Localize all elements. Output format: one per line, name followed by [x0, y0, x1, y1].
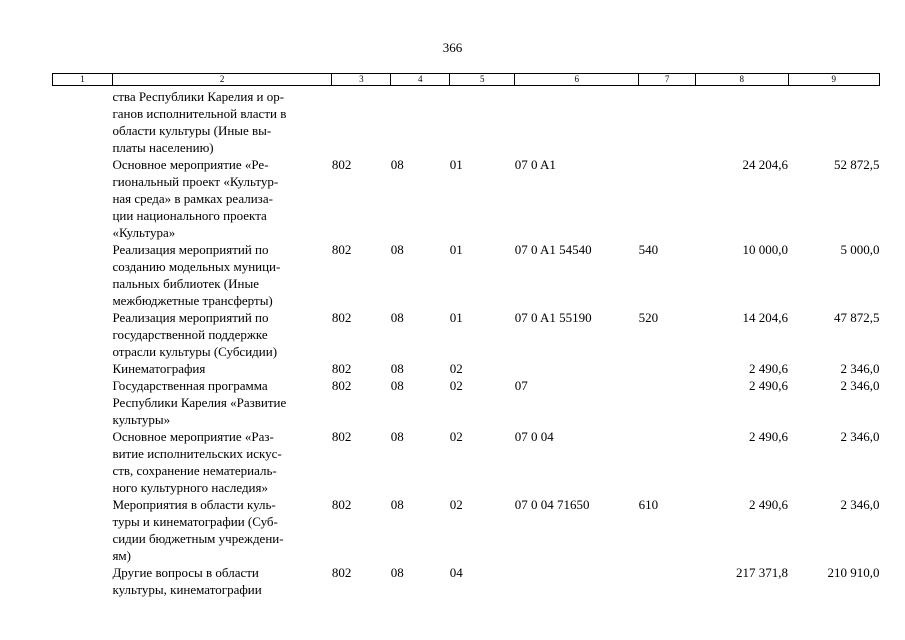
row-number-cell: [53, 86, 113, 157]
target-article-cell: [515, 564, 639, 598]
page-number: 366: [442, 40, 463, 55]
item-name-line: государственной поддержке: [112, 327, 268, 342]
amount-year1-cell: 217 371,8: [736, 565, 789, 580]
section-code-cell: 08: [390, 310, 404, 325]
subsection-code-cell: 01: [449, 242, 463, 257]
row-number-cell: [53, 428, 113, 496]
item-name-cell: [112, 86, 331, 157]
column-header: 6: [515, 74, 639, 86]
amount-year1-cell: 2 490,6: [749, 497, 789, 512]
row-number-cell: [53, 241, 113, 309]
item-name-cell: [112, 241, 331, 309]
amount-year1-cell: 10 000,0: [742, 242, 789, 257]
ministry-code-cell: 802: [331, 429, 352, 444]
ministry-code-cell: 802: [331, 565, 352, 580]
item-name-line: ганов исполнительной власти в: [112, 106, 287, 121]
ministry-code-cell: 802: [331, 242, 352, 257]
expense-type-cell: [639, 377, 696, 428]
target-article-cell: 07 0 A1 54540: [514, 242, 592, 257]
row-number-cell: [53, 156, 113, 241]
subsection-code-cell: 01: [449, 310, 463, 325]
column-header: 4: [391, 74, 450, 86]
amount-year2-cell: 52 872,5: [834, 157, 880, 172]
expense-type-cell: 520: [638, 310, 659, 325]
target-article-cell: [515, 360, 639, 377]
table-row: [53, 86, 880, 157]
column-header: 9: [788, 74, 879, 86]
subsection-code-cell: 01: [449, 157, 463, 172]
expense-type-cell: 610: [638, 497, 659, 512]
item-name-line: ям): [112, 548, 131, 563]
table-row: [53, 564, 880, 598]
item-name-line: платы населению): [112, 140, 214, 155]
ministry-code-cell: 802: [331, 378, 352, 393]
amount-year1-cell: 2 490,6: [749, 361, 789, 376]
target-article-cell: 07 0 A1 55190: [514, 310, 592, 325]
column-header: 2: [112, 74, 331, 86]
amount-year1-cell: 14 204,6: [742, 310, 789, 325]
subsection-code-cell: 02: [449, 429, 463, 444]
item-name-cell: [112, 309, 331, 360]
amount-year2-cell: [788, 86, 879, 157]
subsection-code-cell: 02: [449, 361, 463, 376]
row-number-cell: [53, 564, 113, 598]
amount-year1-cell: [696, 86, 788, 157]
section-code-cell: 08: [390, 378, 404, 393]
amount-year2-cell: 5 000,0: [840, 242, 880, 257]
ministry-code-cell: [332, 86, 391, 157]
section-code-cell: 08: [390, 361, 404, 376]
expense-type-cell: [639, 428, 696, 496]
amount-year1-cell: 2 490,6: [749, 429, 789, 444]
item-name-line: пальных библиотек (Иные: [112, 276, 259, 291]
expense-type-cell: [639, 564, 696, 598]
table-row: [53, 377, 880, 428]
target-article-cell: 07 0 04: [514, 429, 554, 444]
row-number-cell: [53, 360, 113, 377]
section-code-cell: 08: [390, 497, 404, 512]
amount-year2-cell: 2 346,0: [840, 497, 880, 512]
subsection-code-cell: 04: [449, 565, 463, 580]
item-name-line: Другие вопросы в области: [112, 565, 259, 580]
target-article-cell: [515, 86, 639, 157]
item-name-line: Кинематография: [112, 361, 206, 376]
expense-type-cell: [639, 86, 696, 157]
subsection-code-cell: [450, 86, 515, 157]
item-name-line: ции национального проекта: [112, 208, 267, 223]
item-name-cell: [112, 377, 331, 428]
table-row: [53, 496, 880, 564]
item-name-line: ного культурного наследия»: [112, 480, 268, 495]
item-name-line: витие исполнительских искус-: [112, 446, 282, 461]
expense-type-cell: [639, 156, 696, 241]
amount-year1-cell: 24 204,6: [742, 157, 789, 172]
column-header: 3: [332, 74, 391, 86]
item-name-line: межбюджетные трансферты): [112, 293, 273, 308]
amount-year2-cell: 210 910,0: [827, 565, 880, 580]
expense-type-cell: 540: [638, 242, 659, 257]
item-name-line: ная среда» в рамках реализа-: [112, 191, 273, 206]
item-name-line: «Культура»: [112, 225, 176, 240]
ministry-code-cell: 802: [331, 310, 352, 325]
item-name-cell: [112, 428, 331, 496]
item-name-line: Реализация мероприятий по: [112, 310, 269, 325]
table-row: [53, 309, 880, 360]
section-code-cell: 08: [390, 429, 404, 444]
amount-year2-cell: 2 346,0: [840, 429, 880, 444]
table-row: [53, 241, 880, 309]
amount-year2-cell: 47 872,5: [834, 310, 880, 325]
ministry-code-cell: 802: [331, 361, 352, 376]
amount-year2-cell: 2 346,0: [840, 361, 880, 376]
item-name-line: сидии бюджетным учреждени-: [112, 531, 284, 546]
column-header: 1: [53, 74, 113, 86]
table-row: [53, 360, 880, 377]
row-number-cell: [53, 377, 113, 428]
target-article-cell: 07 0 A1: [514, 157, 556, 172]
item-name-line: Мероприятия в области куль-: [112, 497, 276, 512]
item-name-line: ства Республики Карелия и ор-: [112, 89, 285, 104]
section-code-cell: 08: [390, 242, 404, 257]
subsection-code-cell: 02: [449, 497, 463, 512]
section-code-cell: [391, 86, 450, 157]
column-header: 5: [450, 74, 515, 86]
table-row: [53, 156, 880, 241]
section-code-cell: 08: [390, 565, 404, 580]
row-number-cell: [53, 496, 113, 564]
subsection-code-cell: 02: [449, 378, 463, 393]
item-name-line: культуры, кинематографии: [112, 582, 262, 597]
column-header: 7: [639, 74, 696, 86]
item-name-line: Реализация мероприятий по: [112, 242, 269, 257]
column-number-row: [53, 74, 880, 86]
item-name-line: туры и кинематографии (Суб-: [112, 514, 278, 529]
item-name-line: Основное мероприятие «Раз-: [112, 429, 274, 444]
item-name-cell: [112, 564, 331, 598]
table-row: [53, 428, 880, 496]
item-name-line: гиональный проект «Культур-: [112, 174, 279, 189]
table-body: [53, 86, 880, 599]
item-name-cell: [112, 156, 331, 241]
item-name-line: Основное мероприятие «Ре-: [112, 157, 269, 172]
item-name-line: области культуры (Иные вы-: [112, 123, 272, 138]
expense-type-cell: [639, 360, 696, 377]
item-name-line: Государственная программа: [112, 378, 268, 393]
item-name-line: Республики Карелия «Развитие: [112, 395, 287, 410]
row-number-cell: [53, 309, 113, 360]
item-name-line: созданию модельных муници-: [112, 259, 281, 274]
amount-year2-cell: 2 346,0: [840, 378, 880, 393]
budget-table: [52, 73, 880, 598]
item-name-cell: [112, 360, 331, 377]
item-name-cell: [112, 496, 331, 564]
target-article-cell: 07 0 04 71650: [514, 497, 590, 512]
target-article-cell: 07: [514, 378, 528, 393]
item-name-line: отрасли культуры (Субсидии): [112, 344, 278, 359]
amount-year1-cell: 2 490,6: [749, 378, 789, 393]
item-name-line: ств, сохранение нематериаль-: [112, 463, 277, 478]
ministry-code-cell: 802: [331, 157, 352, 172]
ministry-code-cell: 802: [331, 497, 352, 512]
item-name-line: культуры»: [112, 412, 171, 427]
column-header: 8: [696, 74, 788, 86]
section-code-cell: 08: [390, 157, 404, 172]
